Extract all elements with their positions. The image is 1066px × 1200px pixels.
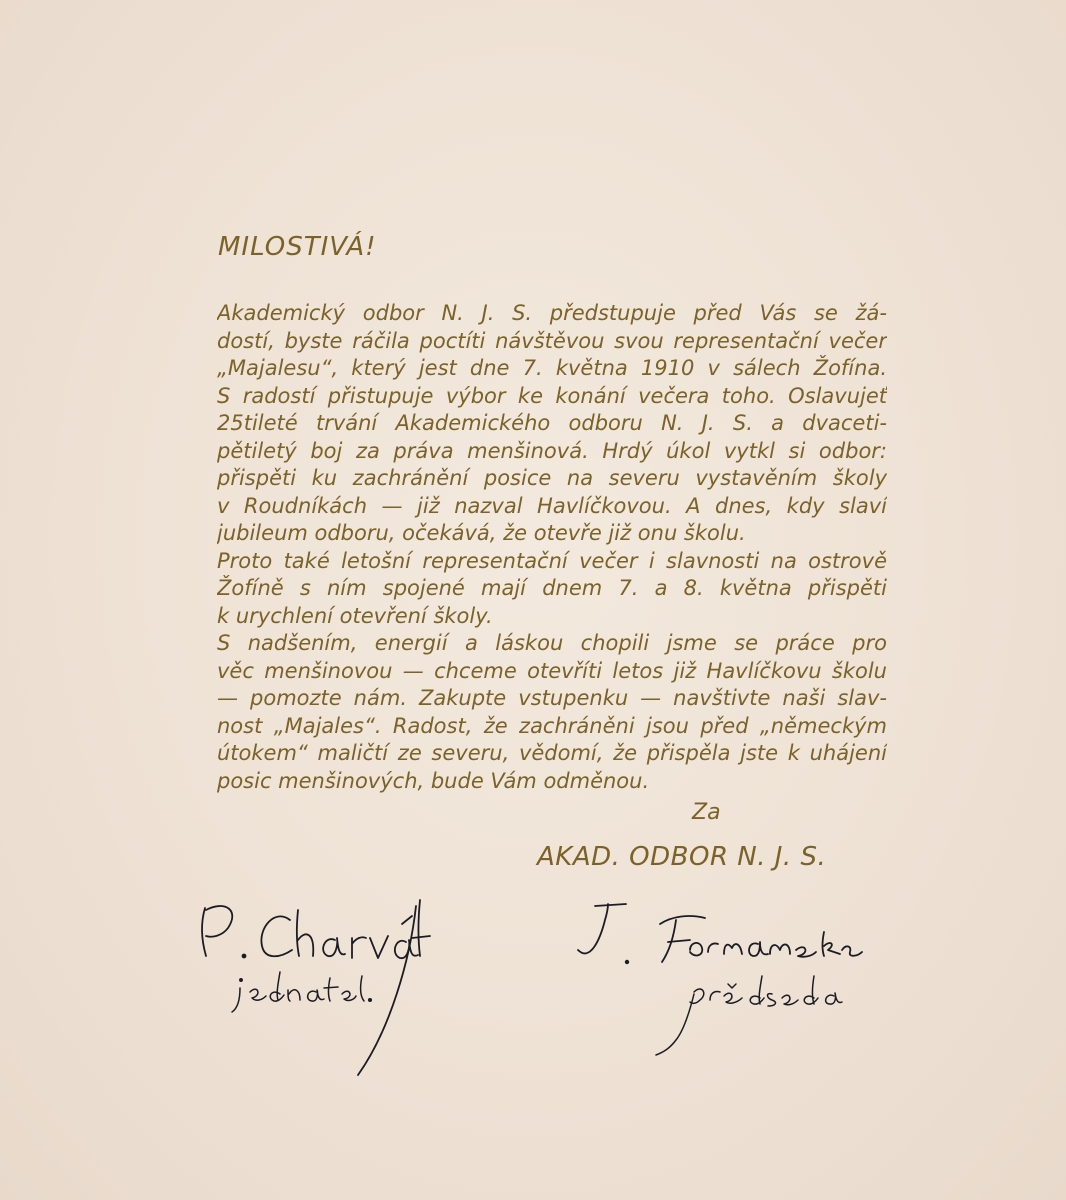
body-line: S nadšením, energií a láskou chopili jsme se práce pro: [217, 631, 887, 655]
body-line: k urychlení otevření školy.: [217, 603, 493, 628]
letter-body: [217, 300, 887, 795]
body-line: Proto také letošní representační večer i slavnosti na ostrově: [217, 548, 887, 573]
closing-organization: AKAD. ODBOR N. J. S.: [537, 842, 827, 872]
body-line: — pomozte nám. Zakupte vstupenku — navštivte naši slav-: [217, 686, 887, 710]
body-line: Akademický odbor N. J. S. předstupuje před Vás se žá-: [217, 301, 887, 325]
salutation: MILOSTIVÁ!: [218, 232, 377, 262]
signature-right: [578, 904, 862, 963]
body-line: dostí, byste ráčila poctíti návštěvou svou representační večer: [217, 328, 887, 353]
body-line: 25tileté trvání Akademického odboru N. J. S. a dvaceti-: [217, 411, 887, 435]
body-line: věc menšinovou — chceme otevříti letos již Havlíčkovu školu: [217, 658, 887, 683]
body-line: přispěti ku zachránění posice na severu vystavěním školy: [217, 466, 887, 490]
body-line: Žofíně s ním spojené mají dnem 7. a 8. května přispěti: [217, 576, 887, 600]
body-line: posic menšinových, bude Vám odměnou.: [217, 768, 650, 793]
signature-right-role: [656, 976, 842, 1055]
body-line: S radostí přistupuje výbor ke konání večera toho. Oslavujeť: [217, 383, 887, 408]
body-line: pětiletý boj za práva menšinová. Hrdý úkol vytkl si odbor:: [217, 438, 887, 463]
signature-left-role: [232, 972, 371, 1012]
body-line: nost „Majales“. Radost, že zachráněni jsou před „německým: [217, 713, 887, 738]
body-line: v Roudníkách — již nazval Havlíčkovou. A dnes, kdy slaví: [217, 493, 887, 518]
body-line: útokem“ maličtí ze severu, vědomí, že přispěla jste k uhájení: [217, 741, 887, 765]
signature-left: [202, 900, 430, 1075]
body-line: jubileum odboru, očekává, že otevře již onu školu.: [217, 521, 746, 545]
closing-za: Za: [692, 800, 721, 825]
signature-area: [0, 880, 1066, 1120]
body-line: „Majalesu“, který jest dne 7. května 1910 v sálech Žofína.: [217, 356, 887, 380]
